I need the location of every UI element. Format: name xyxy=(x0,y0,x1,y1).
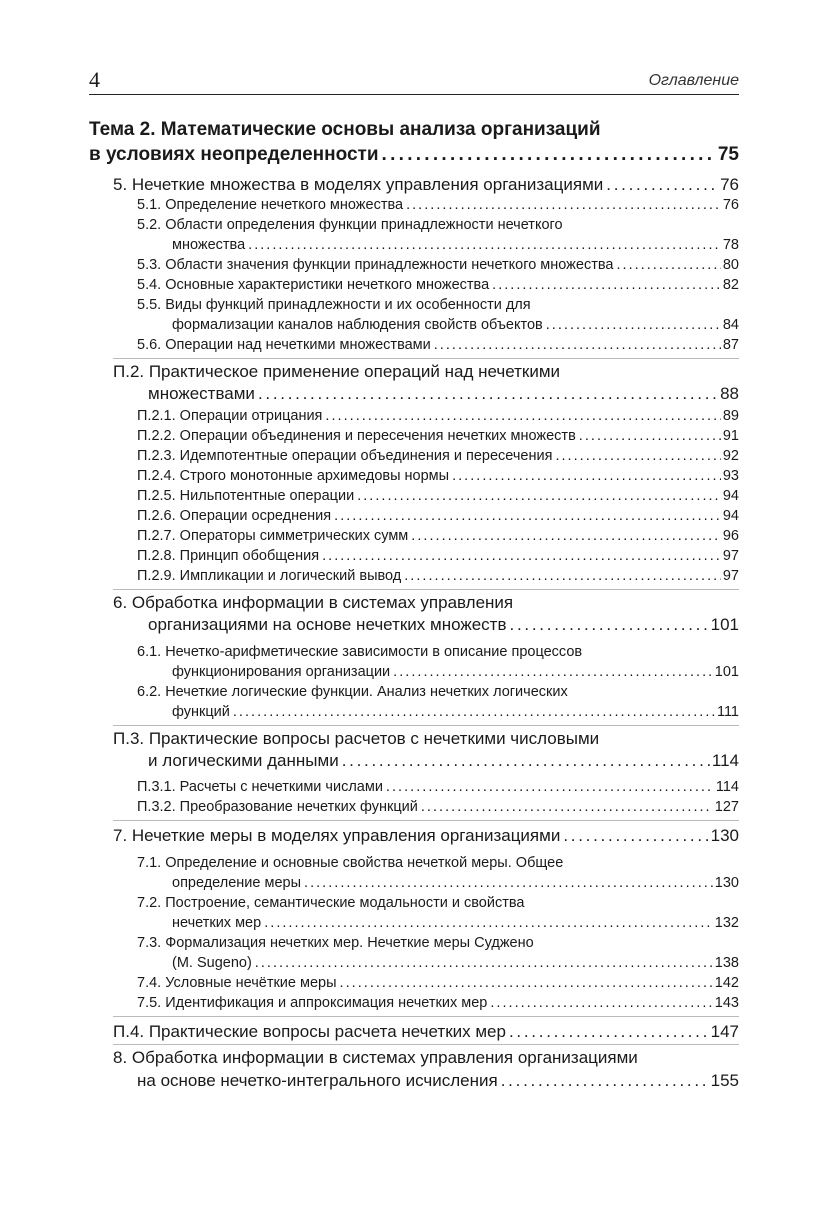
dot-leader xyxy=(393,662,713,682)
entry-title: 5.4. Основные характеристики нечеткого множества xyxy=(137,277,490,293)
dot-leader xyxy=(386,777,714,797)
toc-section-7-4[interactable] xyxy=(137,973,739,993)
toc-practice-2-5[interactable] xyxy=(137,486,739,506)
entry-title: организациями на основе нечетких множеств xyxy=(148,615,507,634)
entry-title: определение меры xyxy=(172,875,302,891)
dot-leader xyxy=(490,993,712,1013)
running-title: Оглавление xyxy=(648,72,739,89)
dot-leader xyxy=(406,195,721,215)
toc-practice-2-8[interactable] xyxy=(137,546,739,566)
toc-section-5-1[interactable] xyxy=(137,195,739,215)
toc-practice-2-9[interactable] xyxy=(137,566,739,586)
page-ref: 114 xyxy=(715,779,739,795)
toc-section-7-3[interactable] xyxy=(172,953,739,973)
topic-title-line2: в условиях неопределенности xyxy=(89,144,379,165)
topic-title-line1: Тема 2. Математические основы анализа организаций xyxy=(89,119,601,140)
entry-title: П.3.2. Преобразование нечетких функций xyxy=(137,799,418,815)
entry-title: функционирования организации xyxy=(172,664,391,680)
toc-practice-2-2[interactable] xyxy=(137,426,739,446)
toc-section-7-2[interactable] xyxy=(172,913,739,933)
entry-title: 7. Нечеткие меры в моделях управления организациями xyxy=(113,826,561,845)
entry-title: П.2.6. Операции осреднения xyxy=(137,508,332,524)
page-ref: 94 xyxy=(722,488,739,504)
dot-leader xyxy=(258,383,718,405)
page-ref: 101 xyxy=(710,615,739,634)
dot-leader xyxy=(411,526,721,546)
dot-leader xyxy=(233,702,715,722)
entry-title: П.2.1. Операции отрицания xyxy=(137,408,323,424)
toc-chapter-7[interactable] xyxy=(113,825,739,847)
toc-practice-2-7[interactable] xyxy=(137,526,739,546)
dot-leader xyxy=(501,1070,709,1092)
toc-chapter-8-line1: 8. Обработка информации в системах управления организациями xyxy=(113,1048,638,1067)
page-ref: 142 xyxy=(714,975,739,991)
entry-title: 7.5. Идентификация и аппроксимация нечетких мер xyxy=(137,995,488,1011)
divider xyxy=(113,725,739,726)
dot-leader xyxy=(322,546,721,566)
toc-section-5-2[interactable] xyxy=(172,235,739,255)
page-ref: 138 xyxy=(714,955,739,971)
toc-section-6-2[interactable] xyxy=(172,702,739,722)
entry-title: множествами xyxy=(148,384,255,403)
page-ref: 155 xyxy=(710,1071,739,1090)
entry-title: П.2.3. Идемпотентные операции объединения и пересечения xyxy=(137,448,553,464)
divider xyxy=(113,1016,739,1017)
dot-leader xyxy=(563,825,708,847)
page-ref: 84 xyxy=(722,317,739,333)
entry-title: П.2.5. Нильпотентные операции xyxy=(137,488,355,504)
entry-title: 5.6. Операции над нечеткими множествами xyxy=(137,337,431,353)
entry-title: 5.1. Определение нечеткого множества xyxy=(137,197,404,213)
toc-chapter-6-line1: 6. Обработка информации в системах управления xyxy=(113,593,514,612)
dot-leader xyxy=(304,873,713,893)
page-ref: 76 xyxy=(722,197,739,213)
dot-leader xyxy=(606,174,718,196)
entry-title: 5.3. Области значения функции принадлежности нечеткого множества xyxy=(137,257,614,273)
dot-leader xyxy=(616,255,720,275)
page-number: 4 xyxy=(89,67,100,92)
dot-leader xyxy=(248,235,721,255)
topic-entry[interactable] xyxy=(89,143,739,167)
toc-section-7-1-line1: 7.1. Определение и основные свойства нечеткой меры. Общее xyxy=(137,855,564,871)
entry-title: множества xyxy=(172,237,246,253)
toc-chapter-6[interactable] xyxy=(148,614,739,636)
entry-title: П.4. Практические вопросы расчета нечетких мер xyxy=(113,1022,506,1041)
dot-leader xyxy=(255,953,713,973)
page-ref: 97 xyxy=(722,568,739,584)
page-ref: 87 xyxy=(722,337,739,353)
toc-section-5-3[interactable] xyxy=(137,255,739,275)
dot-leader xyxy=(264,913,713,933)
entry-title: нечетких мер xyxy=(172,915,262,931)
toc-section-7-1[interactable] xyxy=(172,873,739,893)
toc-practice-2[interactable] xyxy=(148,383,739,405)
toc-section-7-3-line1: 7.3. Формализация нечетких мер. Нечеткие меры Суджено xyxy=(137,935,534,951)
toc-practice-2-6[interactable] xyxy=(137,506,739,526)
entry-title: П.2.2. Операции объединения и пересечения нечетких множеств xyxy=(137,428,576,444)
entry-title: формализации каналов наблюдения свойств объектов xyxy=(172,317,543,333)
page-ref: 101 xyxy=(714,664,739,680)
dot-leader xyxy=(546,315,721,335)
divider xyxy=(113,358,739,359)
dot-leader xyxy=(434,335,721,355)
entry-title: 5. Нечеткие множества в моделях управления организациями xyxy=(113,175,604,194)
entry-title: (M. Sugeno) xyxy=(172,955,252,971)
dot-leader xyxy=(382,143,716,167)
toc-section-6-1-line1: 6.1. Нечетко-арифметические зависимости в описание процессов xyxy=(137,644,583,660)
entry-title: 7.4. Условные нечёткие меры xyxy=(137,975,337,991)
toc-practice-3-2[interactable] xyxy=(137,797,739,817)
dot-leader xyxy=(452,466,721,486)
page-ref: 111 xyxy=(716,704,739,720)
entry-title: и логическими данными xyxy=(148,751,339,770)
page-ref: 114 xyxy=(711,751,739,770)
entry-title: П.2.7. Операторы симметрических сумм xyxy=(137,528,409,544)
dot-leader xyxy=(325,406,720,426)
entry-title: П.2.9. Импликации и логический вывод xyxy=(137,568,402,584)
toc-practice-4[interactable] xyxy=(113,1021,739,1043)
page-ref: 78 xyxy=(722,237,739,253)
toc-practice-2-3[interactable] xyxy=(137,446,739,466)
dot-leader xyxy=(421,797,713,817)
entry-title: П.2.4. Строго монотонные архимедовы нормы xyxy=(137,468,450,484)
page-ref: 96 xyxy=(722,528,739,544)
toc-practice-3[interactable] xyxy=(148,750,739,772)
page-ref: 88 xyxy=(720,384,739,403)
toc-section-7-5[interactable] xyxy=(137,993,739,1013)
toc-section-6-1[interactable] xyxy=(172,662,739,682)
page-ref: 75 xyxy=(717,144,739,165)
toc-practice-2-1[interactable] xyxy=(137,406,739,426)
page-ref: 132 xyxy=(714,915,739,931)
page-ref: 89 xyxy=(722,408,739,424)
toc-practice-2-line1: П.2. Практическое применение операций над нечеткими xyxy=(113,362,561,381)
toc-section-5-5-line1: 5.5. Виды функций принадлежности и их особенности для xyxy=(137,297,531,313)
dot-leader xyxy=(509,1021,709,1043)
page-ref: 143 xyxy=(714,995,739,1011)
dot-leader xyxy=(340,973,713,993)
divider xyxy=(113,589,739,590)
page-ref: 127 xyxy=(714,799,739,815)
dot-leader xyxy=(334,506,721,526)
page-ref: 130 xyxy=(710,826,739,845)
entry-title: на основе нечетко-интегрального исчисления xyxy=(137,1071,498,1090)
page-ref: 93 xyxy=(722,468,739,484)
dot-leader xyxy=(342,750,710,772)
page-ref: 94 xyxy=(722,508,739,524)
toc-section-5-6[interactable] xyxy=(137,335,739,355)
page-ref: 82 xyxy=(722,277,739,293)
toc-section-7-2-line1: 7.2. Построение, семантические модальности и свойства xyxy=(137,895,525,911)
toc-practice-3-line1: П.3. Практические вопросы расчетов с нечеткими числовыми xyxy=(113,729,600,748)
toc-section-5-2-line1: 5.2. Области определения функции принадлежности нечеткого xyxy=(137,217,563,233)
page-ref: 91 xyxy=(722,428,739,444)
toc-section-5-5[interactable] xyxy=(172,315,739,335)
page-ref: 147 xyxy=(710,1022,739,1041)
dot-leader xyxy=(555,446,720,466)
toc-practice-3-1[interactable] xyxy=(137,777,739,797)
entry-title: П.3.1. Расчеты с нечеткими числами xyxy=(137,779,383,795)
dot-leader xyxy=(492,275,721,295)
dot-leader xyxy=(357,486,721,506)
divider xyxy=(113,1044,739,1045)
toc-chapter-8[interactable] xyxy=(137,1070,739,1092)
toc-chapter-5[interactable] xyxy=(113,174,739,196)
page-ref: 92 xyxy=(722,448,739,464)
page-ref: 97 xyxy=(722,548,739,564)
dot-leader xyxy=(404,566,721,586)
page-ref: 130 xyxy=(714,875,739,891)
page-ref: 80 xyxy=(722,257,739,273)
entry-title: функций xyxy=(172,704,230,720)
page-ref: 76 xyxy=(720,175,739,194)
entry-title: П.2.8. Принцип обобщения xyxy=(137,548,320,564)
toc-section-6-2-line1: 6.2. Нечеткие логические функции. Анализ нечетких логических xyxy=(137,684,568,700)
divider xyxy=(113,820,739,821)
dot-leader xyxy=(579,426,721,446)
toc-section-5-4[interactable] xyxy=(137,275,739,295)
dot-leader xyxy=(510,614,709,636)
toc-practice-2-4[interactable] xyxy=(137,466,739,486)
